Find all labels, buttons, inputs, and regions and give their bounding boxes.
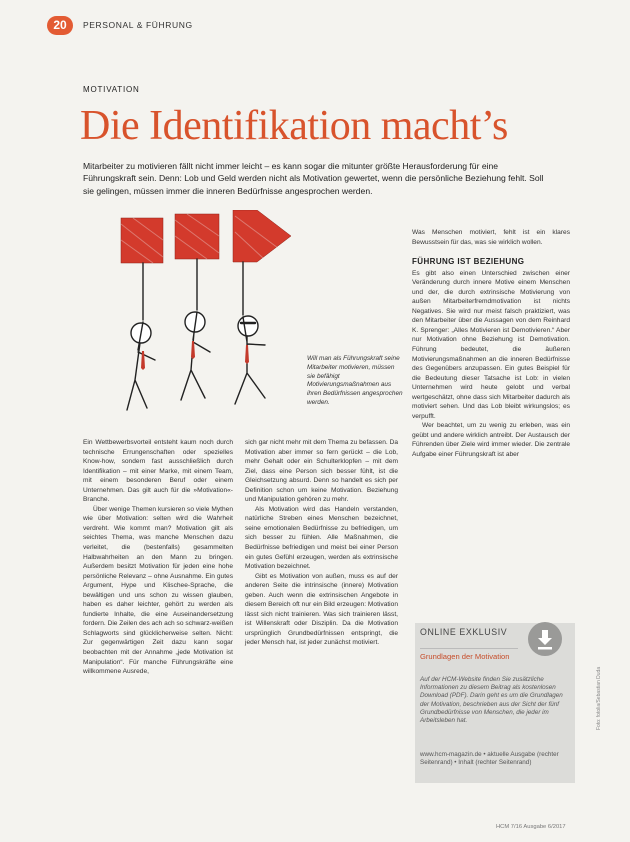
paragraph: Als Motivation wird das Handeln verstanden, natürliche Streben eines Menschen bezeichnet, seine emotionalen Bedürfnisse zu befriedigen, um sich besser zu fühlen. Alle Maßnahmen, die Bedürfnisse befriedigen und meist bei einer Person ein gutes Gefühl erzeugen, werden als extrinsische Motivation bezeichnet. <box>245 505 398 571</box>
online-box-link[interactable]: www.hcm-magazin.de • aktuelle Ausgabe (rechter Seitenrand) • Inhalt (rechter Seitenrand) <box>420 751 559 767</box>
download-arrow-icon[interactable] <box>528 622 562 656</box>
page-number-badge: 20 <box>47 16 73 35</box>
paragraph: Es gibt also einen Unterschied zwischen einer Veränderung durch innere Motive einem Menschen und der, die durch extrinsische Motivierung von außen Mitarbeiterfremdmotivation ist nichts Negatives. Sie wird nur meist falsch praktiziert, was den Mitarbeiter über die Aussagen von dem Reinhard K. Sprenger: „Alles Motivieren ist Demotivieren.“ Aber nur Motivation ohne Beziehung ist Demotivation. Führung bedeutet, die äußeren Motivierungsmaßnahmen an die inneren Bedürfnisse des Gegenübers anzupassen. Ein gutes Beispiel für die Bedeutung dieser Tatsache ist Lob: in vielen Unternehmen wird heute gelobt und verbal wertgeschätzt, ohne dass sich Mitarbeiter dadurch als motiviert sehen. Und das Lob bleibt wirkungslos; es verpufft. <box>412 269 570 420</box>
online-box-text: Auf der HCM-Website finden Sie zusätzliche Informationen zu diesem Beitrag als kostenlosen Download (PDF). Darin geht es um die Grundlagen der Motivation, beschrieben aus der Sicht der fünf Grundbedürfnisse von Menschen, die jeder im Arbeitsleben hat. <box>420 676 563 725</box>
online-box-subheading: Grundlagen der Motivation <box>420 652 510 661</box>
stick-figures-illustration <box>113 210 313 430</box>
photo-credit: Foto: fotolia/Sebastian Duda <box>596 666 602 730</box>
paragraph: Wer beachtet, um zu wenig zu erleben, was ein geübt und andere wirklich antreibt. Der Austausch der Führenden über Ziele wird immer wieder. Die zentrale Aufgabe einer Führungskraft ist aber <box>412 422 570 459</box>
page-footer: HCM 7/16 Ausgabe 6/2017 <box>496 824 566 830</box>
paragraph: Gibt es Motivation von außen, muss es auf der anderen Seite die intrinsische (innere) Motivation geben. Auch wenn die extrinsischen Angebote in diesem Bereich oft nur ein Bild erzeugen: Motivation lässt sich nicht trainieren. Was sich trainieren lässt, ist Willenskraft oder Disziplin. Da die Motivation ursprünglich Grundbedürfnissen entspringt, die jeder Mensch hat, ist jeder zunächst motiviert. <box>245 572 398 647</box>
divider <box>420 648 518 649</box>
paragraph: Ein Wettbewerbsvorteil entsteht kaum noch durch technische Errungenschaften oder spezielles Know-how, sondern fast ausschließlich durch Identifikation – mit einer Marke, mit einem Team, mit einem besonderen Beruf oder einem Unternehmen. Das gilt auch für die »Motivation«-Branche. <box>83 439 233 504</box>
section-label: PERSONAL & FÜHRUNG <box>83 20 193 30</box>
paragraph: sich gar nicht mehr mit dem Thema zu befassen. Da Motivation aber immer so fern gerückt – die Lob, mehr Gehalt oder ein Schulterklopfen – mit dem Ziel, dass eine Person sich besser fühlt, ist die Gleichsetzung absurd. Denn so handelt es sich per Definition schon um keine Motivation. Beziehung und Manipulation gehören zu mehr. <box>245 439 398 504</box>
text-column-3 <box>412 228 570 460</box>
article-kicker: MOTIVATION <box>83 85 140 94</box>
article-title: Die Identifikation macht’s <box>80 103 508 149</box>
article-lead: Mitarbeiter zu motivieren fällt nicht immer leicht – es kann sogar die mitunter größte Herausforderung für eine Führungskraft sein. Denn: Lob und Geld werden nicht als Motivation gewertet, wenn die persönliche Beziehung fehlt. Soll sie gelingen, müssen immer die inneren Bedürfnisse angesprochen werden. <box>83 161 544 196</box>
paragraph: Über wenige Themen kursieren so viele Mythen wie über Motivation: selten wird die Wahrheit verdreht. Wie kommt man? Motivation gilt als seichtes Thema, was manche Menschen dazu verleitet, die (bestenfalls) gesammelten Halbwahrheiten an den Mann zu bringen. Außerdem besitzt Motivation für jeden eine hohe persönliche Relevanz – ohne Ausnahme. Ein gutes Argument, Hype und Klischee-Sprache, die bewältigen und uns schon zu wissen glauben, haben es daher leichter, gehört zu werden als fundierte Inhalte, die eine Auseinandersetzung fordern. Die Zeilen des ach ach so schwarz-weißen Schlagworts sind glücklicherweise selten. Nicht: Zur gegenwärtigen Zeit dazu kann sogar beobachten mit der Annahme „jede Motivation ist Manipulation“. Für manche Führungskräfte eine willkommene Ausrede, <box>83 505 233 676</box>
image-caption: Will man als Führungskraft seine Mitarbeiter motivieren, müssen sie befähigt Motivierungsmaßnahmen aus ihren Bedürfnissen angesprochen werden. <box>307 355 403 406</box>
subheading: FÜHRUNG IST BEZIEHUNG <box>412 257 525 267</box>
online-box-heading: ONLINE EXKLUSIV <box>420 627 508 637</box>
text-column-1 <box>83 438 233 677</box>
paragraph: Was Menschen motiviert, fehlt ist ein klares Bewusstsein für das, was sie wirklich wollen. <box>412 229 570 246</box>
text-column-2 <box>245 438 398 648</box>
